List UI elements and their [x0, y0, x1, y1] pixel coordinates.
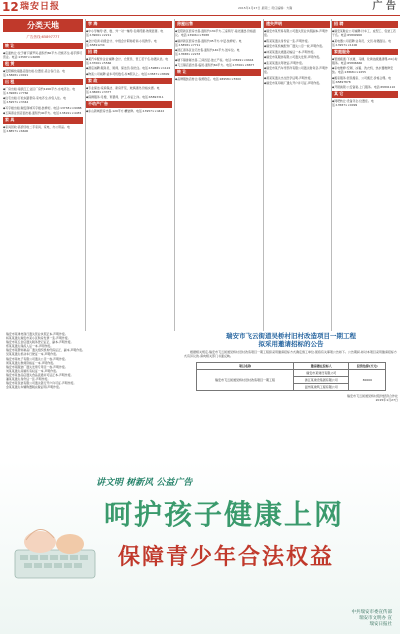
classified-ad: ◆保姆服务:月嫂、育婴师、护工,持证上岗。电话:65893311	[86, 95, 164, 99]
tender-bidder: 浙江某建设集团有限公司	[294, 377, 349, 384]
newspaper-name: 瑞安日报	[20, 2, 61, 12]
classifieds-hotline: 广告热线:65897777	[26, 35, 60, 39]
classified-ad: ◆瑞安市某印刷厂遗失开户许可证,声明作废。	[264, 81, 323, 85]
column-body	[332, 21, 398, 107]
lost-notice: 杨某某遗失瑞安市某小区购房发票一张,声明作废。	[6, 336, 71, 341]
lost-notice: 吴某某遗失机动车行驶证一本,声明作废。	[6, 352, 59, 357]
category-heading: 转 让	[3, 43, 83, 50]
classified-ad: ◆林某某遗失道路运输证一本,声明作废。	[264, 49, 317, 54]
column-body	[86, 21, 172, 113]
banner-headline: 呵护孩子健康上网	[104, 498, 345, 531]
page-number: 12	[2, 0, 19, 14]
classified-ad: ◆店面转让:位于塘下镇罗凤,面积约60平方,设施齐全,接手即可营业。电话:13587××6688	[3, 50, 83, 59]
classified-ad: ◆飞云镇店面出售,临街,面积约60平方。电话:13706××8877	[175, 63, 255, 67]
classified-ad: ◆住宅出租:万松东路套房,家电齐全,拎包入住。电话:15957××3344	[3, 96, 66, 105]
lost-notice: 瑞安市某食品店遗失食品流通许可证正本,声明作废。	[6, 372, 74, 377]
column-body	[264, 21, 330, 85]
classified-ad: ◆网吧转让:设备齐全,位置佳。电话:13587××0099	[332, 99, 374, 107]
lost-notice: 瑞安市某五金店遗失税务登记证正、副本,声明作废。	[6, 340, 74, 345]
classified-ad: ◆家电维修:空调、冰箱、洗衣机、热水器维修安装。电话:13868××2255	[332, 66, 394, 74]
lost-notice: 潘某某遗失身份证一张,声明作废。	[6, 377, 51, 382]
tender-header-bidders: 邀请潜在投标人	[294, 363, 349, 370]
category-heading: 家庭服务	[332, 49, 398, 56]
lost-notice: 刘某某遗失房屋所有权证一本,声明作废。	[6, 368, 59, 373]
lost-notice: 周某某遗失教师资格证一本,声明作废。	[6, 360, 57, 365]
classified-ad: ◆玉海商业街店面出租,面积约40平方。电话:13819××4455	[3, 111, 82, 116]
lost-notice: 瑞安市某电子有限公司遗失公章一枚,声明作废。	[6, 356, 68, 361]
classified-ad: ◆塘下镇排屋出售,三间四层,独立产权。电话:13819××6644	[175, 57, 254, 62]
category-heading: 招 聘	[86, 49, 172, 56]
tender-title-line1: 瑞安市飞云街道吴桥村旧村改造项目一期工程	[226, 332, 356, 340]
lost-notice: 瑞安市某服装厂遗失发票专用章一枚,声明作废。	[6, 364, 68, 369]
banner-org-line: 中共瑞安市委宣传部	[351, 610, 392, 615]
category-heading: 其 它	[332, 91, 398, 98]
classified-ad: ◆安阳新区套房出售,面积约130平方,三室两厅,南北通透,价格面议。电话:13906××5588	[175, 29, 256, 37]
classified-ad: ◆瑞安市某机械配件厂遗失公章一枚,声明作废。	[264, 44, 325, 48]
category-heading: 租 赁	[3, 61, 83, 68]
classified-ad: ◆东山新城套房出售,120平方,精装修。电话:13957××4422	[86, 109, 165, 113]
classified-ad: ◆瑞安市某汽车零部件有限公司遗失财务章,声明作废。	[264, 66, 328, 74]
classified-ad: ◆品牌服装店转让,客源稳定。电话:18958××5500	[175, 77, 241, 81]
keyboard-hands-illustration	[10, 500, 100, 590]
tender-header-amount: 投资估算(万元)	[349, 363, 386, 370]
tender-header-project: 项目名称	[197, 363, 294, 370]
classified-ad: ◆陈某某遗失身份证一张,声明作废。	[264, 38, 311, 43]
column-body	[175, 21, 261, 81]
classified-ad: ◆某汽车配件企业诚聘:会计、仓管员、普工若干名,待遇从优。电话:13706××5566	[86, 56, 169, 65]
classified-ad: ◆瑞安某鞋业公司诚聘:针车工、成型工、包装工若干名。电话:65899900	[332, 29, 396, 37]
classified-ad: ◆瑞祥新区套房出售,面积约95平方,中层,装修好。电话:15858××7711	[175, 38, 242, 47]
banner-org-line: 瑞安市文明办 宣	[359, 616, 392, 621]
classified-column-5	[332, 19, 398, 329]
classified-ad: ◆搬家服务:居民搬家、公司搬迁,价格合理。电话:65897878	[332, 75, 392, 84]
tender-body: 根据相关规定,瑞安市飞云街道吴桥村旧村改造项目一期工程拟采用邀请招标方式确定施工单位,现将有关事项公告如下。公告期间,如对本项目采用邀请招标方式有异议的,请向相关部门书面反映。	[184, 350, 397, 359]
banner-org-line: 瑞安日报社	[369, 622, 392, 627]
classified-column-2	[86, 19, 172, 329]
lost-notice: 瑞安市某建材商行遗失营业执照正本,声明作废。	[6, 332, 68, 336]
classified-ad: ◆安阳解放南路店面出租,位置佳,适合各行业。电话:15868××0021	[3, 68, 65, 77]
lost-notice: 瑞安市某塑料制品厂遗失组织机构代码证正、副本,声明作废。	[6, 348, 85, 353]
classified-ad: ◆会计培训:初级会计、中级会计职称培训,小班教学。电话:65891234	[86, 38, 157, 47]
classified-ad: ◆某电器公司招聘:业务员、文员,待遇面议。电话:13957××1100	[332, 38, 392, 47]
classified-ad: ◆家具回收:高价回收二手家具、家电、办公用品。电话:18857××6600	[3, 125, 70, 134]
category-heading: 家 政	[86, 78, 172, 85]
classified-ad: ◆厂房出租:南滨江工业区厂房约1200平方,水电齐全。电话:13968××7766	[3, 86, 76, 95]
classified-column-3	[175, 19, 261, 329]
tender-project-name: 瑞安市飞云街道吴桥村旧村改造项目一期工程	[197, 370, 294, 391]
classified-ad: ◆滨江商务区住宅出售,面积约140平方,送车位。电话:13588××2233	[175, 48, 240, 56]
classified-ad: ◆瑞安市某贸易有限公司遗失营业执照副本,声明作废。	[264, 29, 328, 37]
classified-ad: ◆瑞安市某服饰有限公司遗失发票,声明作废。	[264, 55, 323, 59]
classified-ad: ◆管道疏通:下水道、马桶、化粪池疏通清理,24小时服务。电话:65896666	[332, 56, 398, 65]
classified-ad: ◆写字楼出租:瑞安商城写字楼,装修好。电话:13738××9988	[3, 105, 82, 110]
classified-ad: ◆专业保洁:家庭保洁、新房开荒、玻璃清洗,价格实惠。电话:13868××3377	[86, 85, 160, 94]
banner-subheadline: 保障青少年合法权益	[118, 545, 335, 570]
tender-bidder: 瑞安市某建设有限公司	[294, 370, 349, 377]
category-heading: 房屋出售	[175, 21, 261, 28]
lost-notices	[3, 332, 175, 452]
classified-column-1	[3, 19, 83, 329]
category-heading: 学 海	[86, 21, 172, 28]
classified-ad: ◆开锁换锁:公安备案,上门服务。电话:65891110	[332, 85, 396, 89]
classified-ad: ◆酒店诚聘:服务员、厨师、保洁员,包吃住。电话:15988××1122	[86, 66, 171, 70]
section-title: 广 告	[372, 1, 396, 12]
category-heading: 不动产广告	[86, 101, 172, 108]
category-heading: 转 让	[175, 69, 261, 76]
tender-signature-org: 瑞安市飞云街道吴桥村股份经济合作社	[346, 394, 398, 399]
public-service-banner	[0, 460, 400, 634]
category-heading: 遗失声明	[264, 21, 330, 28]
classified-ad: ◆黄某某遗失出生医学证明,声明作废。	[264, 75, 314, 80]
classifieds-title: 分类天地	[3, 19, 83, 32]
date-line: 2015年1月27日 星期二 责任编辑：方胸	[238, 6, 293, 10]
classified-ad: ◆中小学辅导:语、数、外一对一辅导,名师授课,效果显著。电话:13906××2211	[86, 29, 164, 37]
tender-title-line2: 拟采用邀请招标的公告	[258, 340, 324, 348]
banner-organizations	[352, 610, 393, 628]
page-header	[0, 0, 400, 16]
banner-tagline: 讲文明 树新风 公益广告	[96, 478, 193, 488]
column-body	[3, 43, 83, 134]
tender-signature	[184, 394, 398, 402]
lost-notice: 瑞安市某包装有限公司遗失银行开户许可证,声明作废。	[6, 381, 77, 386]
lost-notice: 金某某遗失车辆购置税完税证明,声明作废。	[6, 385, 62, 390]
category-heading: 家 具	[3, 117, 83, 124]
lost-notice: 郑某某遗失残疾人证一本,声明作废。	[6, 344, 54, 349]
tender-notice	[184, 332, 398, 448]
tender-signature-date: 2015年1月27日	[375, 398, 398, 403]
classified-ad: ◆张某某遗失驾驶证,声明作废。	[264, 60, 305, 65]
classified-column-4	[264, 19, 330, 329]
classified-ad: ◆物流公司诚聘:货车司机数名,持B照以上。电话:13587××8899	[86, 71, 170, 76]
category-heading: 招 聘	[332, 21, 398, 28]
tender-table	[196, 362, 386, 391]
tender-bidder: 温州某建筑工程有限公司	[294, 384, 349, 391]
tender-amount: 30000	[349, 370, 386, 391]
category-heading: 出 租	[3, 79, 83, 86]
